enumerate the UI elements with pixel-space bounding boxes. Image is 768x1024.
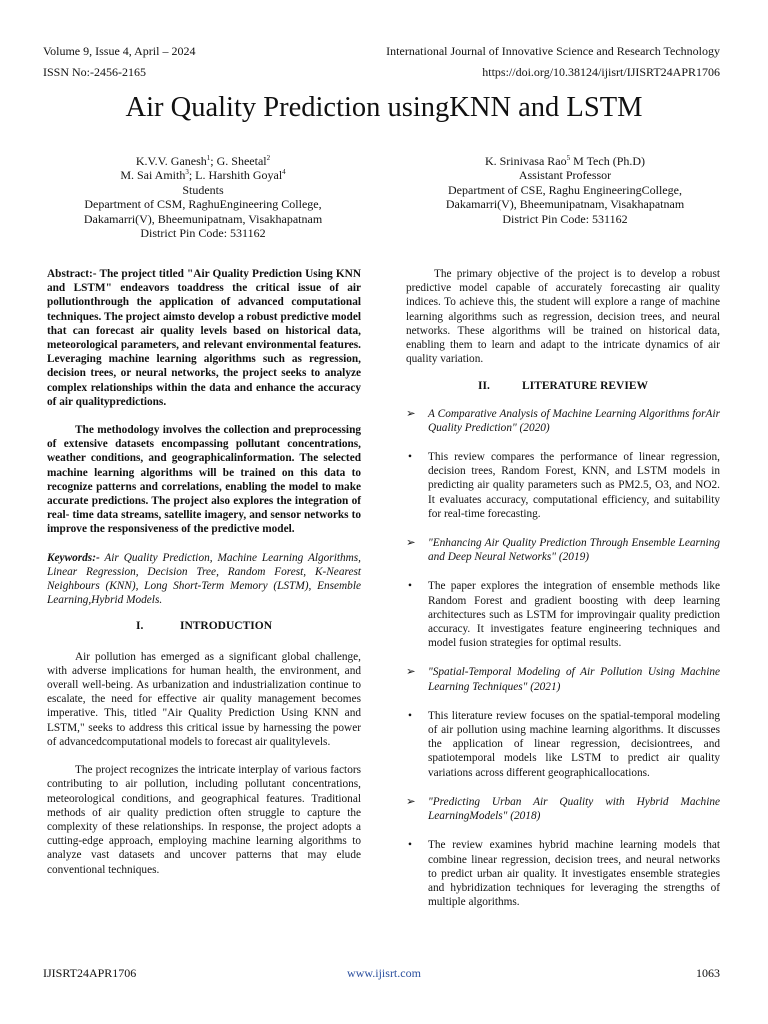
review-heading: ➢ A Comparative Analysis of Machine Learning Algorithms forAir Quality Prediction" (2020) [406,407,720,434]
author-address: Dakamarri(V), Bheemunipatnam, Visakhapatnam [445,197,685,212]
review-summary: • This review compares the performance of linear regression, decision trees, Random Forest, KNN, and LSTM models in predicting air quality parameters such as PM2.5, O3, and NO2. It evaluates accuracy, computational efficiency, and suitability for real-time forecasting. [408,451,720,520]
footer-paper-id: IJISRT24APR1706 [43,966,137,980]
review-heading: ➢ "Spatial-Temporal Modeling of Air Pollution Using Machine Learning Techniques" (2021) [406,666,720,693]
section-heading-literature-review: II. LITERATURE REVIEW [478,380,648,393]
right-column [406,267,720,909]
review-summary: • The paper explores the integration of ensemble methods like Random Forest and gradient boosting with deep learning architectures such as LSTM for improvingair quality prediction accuracy. It investigates feature engineering techniques and model fusion strategies for optimal results. [408,580,720,650]
journal-name: International Journal of Innovative Science and Research Technology [386,44,720,58]
methodology: The methodology involves the collection and preprocessing of extensive datasets encompassing pollutant concentrations, weather conditions, and geographicalinformation. The selected machine learning algorithms will be trained on this data to recognize patterns and correlations, enabling the model to make accurate predictions. The project also explores the integration of real- time data streams, satellite imagery, and sensor networks to improve the responsiveness of the predictive model. [47,424,361,536]
volume-info: Volume 9, Issue 4, April – 2024 [43,44,196,58]
bullet-icon: • [408,839,412,852]
review-summary: • This literature review focuses on the spatial-temporal modeling of air pollution using machine learning algorithms. It discusses the application of linear regression, decisiontrees, and spatiotemporal models like LSTM to predict air quality variations across different geographicallocations. [408,709,720,779]
issn: ISSN No:-2456-2165 [43,65,147,79]
author-role: Assistant Professor [518,168,612,183]
arrow-bullet-icon: ➢ [406,795,416,808]
author-line-1: K. Srinivasa Rao$^5$ M Tech (Ph.D) [484,154,646,168]
review-heading: ➢ "Predicting Urban Air Quality with Hybrid Machine LearningModels" (2018) [406,795,720,823]
objective-paragraph: The primary objective of the project is to develop a robust predictive model capable of accurately forecasting air quality indices. To achieve this, the student will explore a range of machine learning algorithms such as regression, decision trees, and neural networks. These algorithms will be trained on historical data, enabling them to learn and adapt to the intricate dynamics of air quality variation. [406,268,720,366]
author-department: Department of CSE, Raghu EngineeringCollege, [448,182,682,197]
author-line-2: M. Sai Amith$^3$; L. Harshith Goyal$^4$ [120,168,286,183]
author-role: Students [182,182,224,197]
author-pin: District Pin Code: 531162 [502,211,628,226]
author-line-1: K.V.V. Ganesh$^1$; G. Sheetal$^2$ [135,154,271,168]
section-heading-introduction: I. INTRODUCTION [135,620,272,633]
bullet-icon: • [408,709,412,722]
arrow-bullet-icon: ➢ [406,537,416,550]
doi-link[interactable]: https://doi.org/10.38124/ijisrt/IJISRT24APR1706 [482,65,720,79]
page-number: 1063 [696,966,720,980]
author-address: Dakamarri(V), Bheemunipatnam, Visakhapatnam [83,211,323,226]
footer-website-link[interactable]: www.ijisrt.com [347,966,421,980]
authors-students [43,154,363,240]
bullet-icon: • [408,580,412,593]
bullet-icon: • [408,451,412,464]
authors-professor [405,154,725,226]
keywords-label: Keywords:- [47,551,100,564]
intro-paragraph-2: The project recognizes the intricate interplay of various factors contributing to air pollution, including pollutant concentrations, meteorological conditions, and geographical features. Traditional methods of air quality prediction often struggle to capture the complexity of these relationships. In response, the project adopts a cutting-edge approach, employing machine learning algorithms to analyze vast datasets and uncover patterns that may elude conventional techniques. [47,764,361,876]
intro-paragraph-1: Air pollution has emerged as a significant global challenge, with adverse implications for human health, the environment, and overall well-being. As urbanization and industrialization continue to escalate, the need for effective air quality management becomes imperative. This, titled "Air Quality Prediction Using KNN and LSTM," seeks to address this critical issue by harnessing the power of advancedcomputational models to forecast air qualitylevels. [47,650,361,748]
author-department: Department of CSM, RaghuEngineering College, [84,197,322,212]
arrow-bullet-icon: ➢ [406,666,416,679]
author-pin: District Pin Code: 531162 [140,226,266,241]
abstract: Abstract:- The project titled "Air Quality Prediction Using KNN and LSTM" endeavors toaddress the critical issue of air pollutionthrough the application of advanced computational techniques. The project aimsto develop a robust predictive model that can forecast air quality levels based on historical data, meteorological parameters, and relevant environmental features. Leveraging machine learning algorithms such as regression, decision trees, or neural networks, the project seeks to analyze complex relationships within the data and enhance the accuracy of air qualitypredictions. [47,268,361,408]
review-heading: ➢ "Enhancing Air Quality Prediction Through Ensemble Learning and Deep Neural Networks" (2019) [406,537,720,564]
paper-title: Air Quality Prediction usingKNN and LSTM [125,92,643,123]
review-summary: • The review examines hybrid machine learning models that combine linear regression, decision trees, and neural networks to predict urban air quality. It investigates ensemble strategies and hybridization techniques for leveraging the strengths of multiple algorithms. [408,839,720,909]
keywords-list: Air Quality Prediction, Machine Learning Algorithms, Linear Regression, Decision Tree, Random Forest, K-Nearest Neighbours (KNN), Long Short-Term Memory (LSTM), Ensemble Learning,Hybrid Models. [47,551,361,607]
arrow-bullet-icon: ➢ [406,407,416,420]
left-column [47,267,361,877]
keywords [47,551,361,608]
